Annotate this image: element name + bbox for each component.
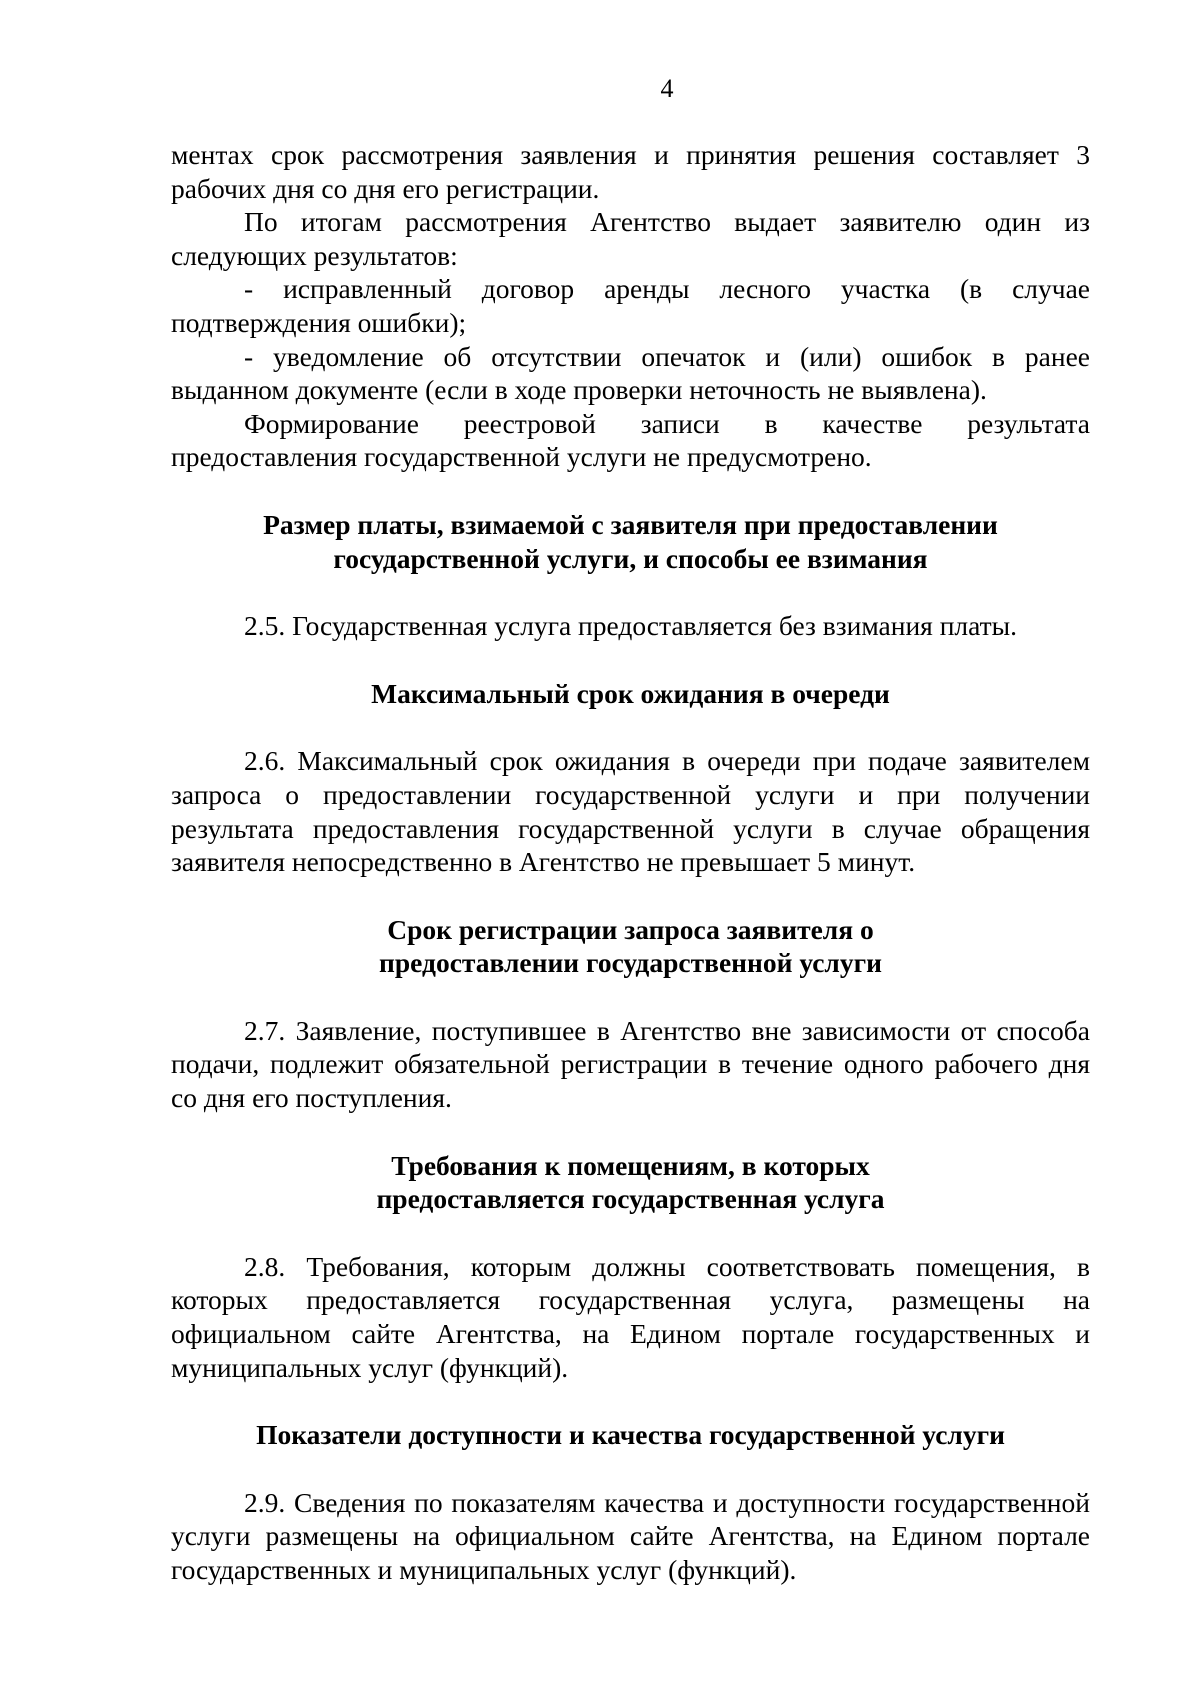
paragraph-2-7: 2.7. Заявление, поступившее в Агентство вне зависимости от способа подачи, подлежит обязательной регистрации в течение одного рабочего дня со дня его поступления. bbox=[171, 1014, 1090, 1114]
section-heading-premises bbox=[171, 1149, 1090, 1216]
page-number: 4 bbox=[660, 74, 674, 103]
document-body bbox=[171, 138, 1090, 1587]
paragraph-continuation: ментах срок рассмотрения заявления и принятия решения составляет 3 рабочих дня со дня его регистрации. bbox=[171, 139, 1090, 204]
paragraph-registry-record: Формирование реестровой записи в качестве результата предоставления государственной услуги не предусмотрено. bbox=[171, 407, 1090, 473]
heading-line: предоставляется государственная услуга bbox=[376, 1183, 885, 1215]
heading-line: Требования к помещениям, в которых bbox=[391, 1149, 870, 1181]
paragraph-2-8: 2.8. Требования, которым должны соответствовать помещения, в которых предоставляется государственная услуга, размещены на официальном сайте Агентства, на Едином портале государственных и муниципальных услуг (функций). bbox=[171, 1250, 1090, 1383]
heading-line: Максимальный срок ожидания в очереди bbox=[371, 677, 890, 709]
heading-line: Размер платы, взимаемой с заявителя при предоставлении bbox=[263, 508, 998, 540]
section-heading-quality bbox=[171, 1418, 1090, 1452]
paragraph-2-6: 2.6. Максимальный срок ожидания в очереди при подаче заявителем запроса о предоставлении государственной услуги и при получении результата предоставления государственной услуги в случае обращения заявителя непосредственно в Агентство не превышает 5 минут. bbox=[171, 745, 1090, 878]
paragraph-2-9: 2.9. Сведения по показателям качества и доступности государственной услуги размещены на официальном сайте Агентства, на Едином портале государственных и муниципальных услуг (функций). bbox=[171, 1486, 1090, 1585]
heading-line: Показатели доступности и качества государственной услуги bbox=[256, 1419, 1005, 1451]
heading-line: предоставлении государственной услуги bbox=[379, 947, 882, 979]
section-heading-queue bbox=[171, 677, 1090, 711]
section-heading-fee bbox=[171, 508, 1090, 575]
heading-line: государственной услуги, и способы ее взимания bbox=[333, 542, 928, 574]
paragraph-2-5: 2.5. Государственная услуга предоставляется без взимания платы. bbox=[244, 610, 1017, 642]
list-item-notification: - уведомление об отсутствии опечаток и (или) ошибок в ранее выданном документе (если в ходе проверки неточность не выявлена). bbox=[171, 340, 1090, 406]
paragraph-results-intro: По итогам рассмотрения Агентство выдает заявителю один из следующих результатов: bbox=[171, 206, 1090, 271]
section-heading-registration bbox=[171, 913, 1090, 980]
heading-line: Срок регистрации запроса заявителя о bbox=[387, 913, 874, 945]
list-item-corrected-contract: - исправленный договор аренды лесного участка (в случае подтверждения ошибки); bbox=[171, 273, 1090, 338]
